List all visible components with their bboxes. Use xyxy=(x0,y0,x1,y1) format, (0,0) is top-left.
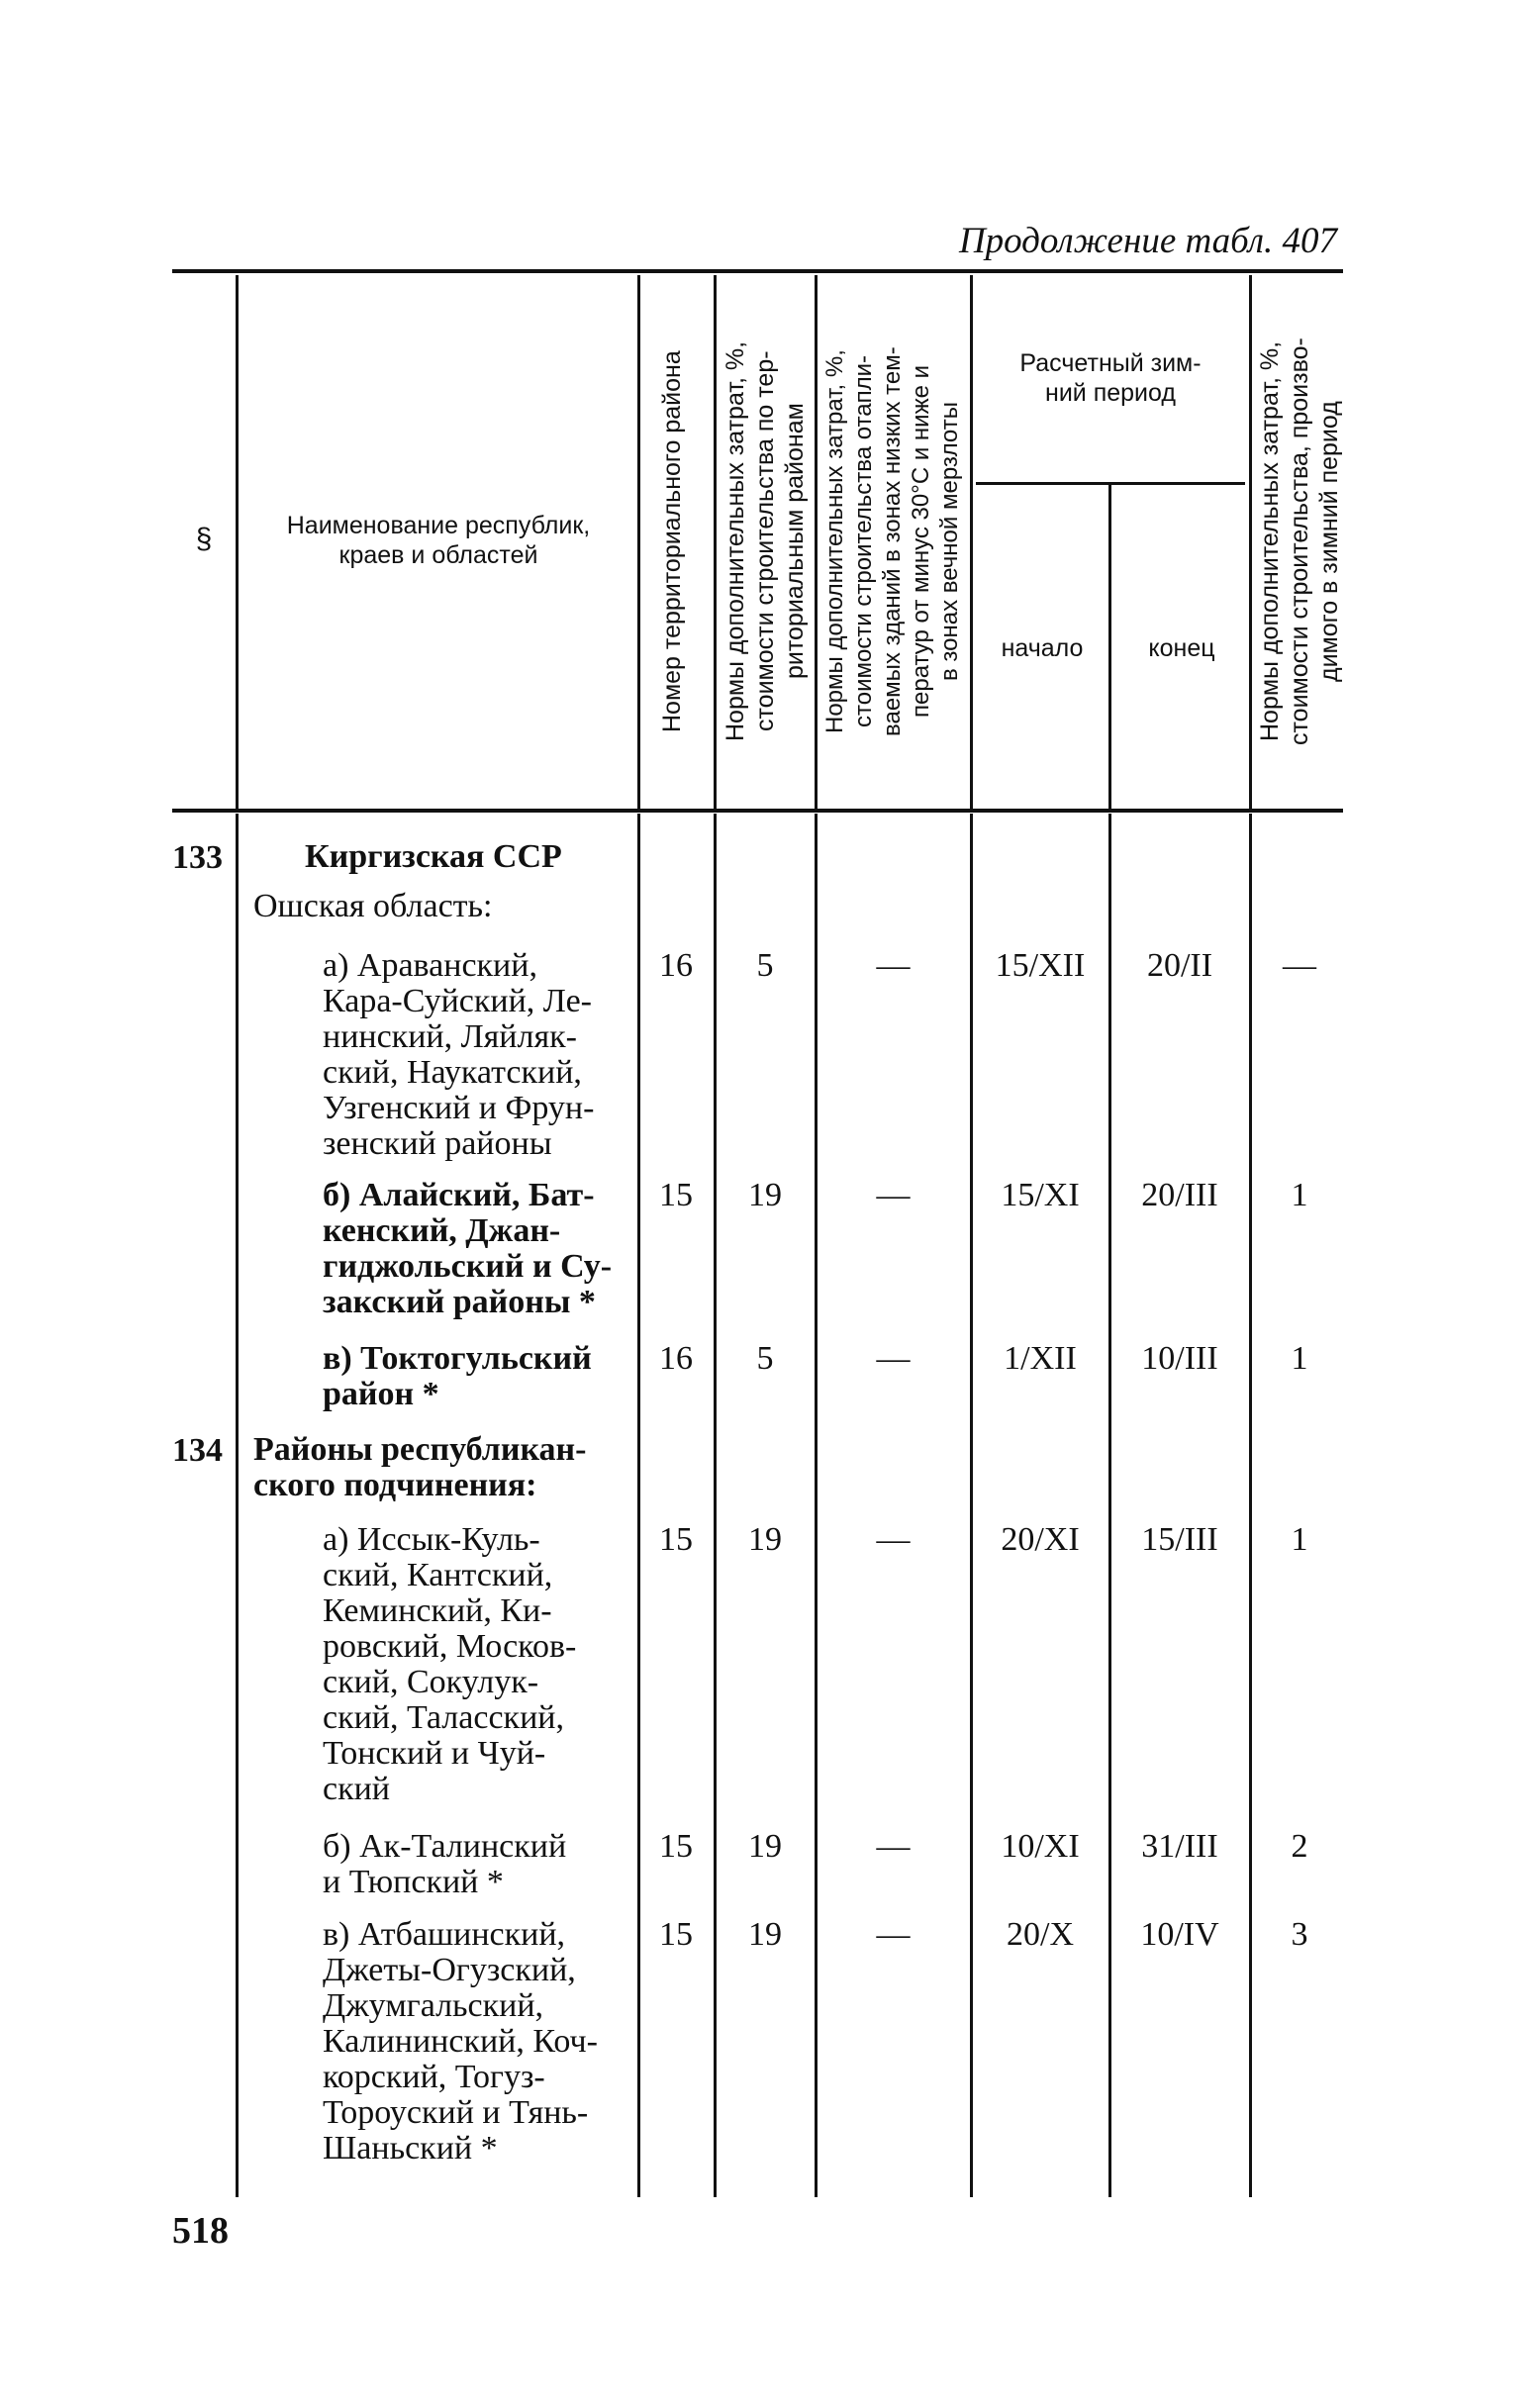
cell-start: 1/XII xyxy=(1004,1340,1077,1377)
header-norms-territorial: Нормы дополнительных затрат, %, стоимости строительства по тер- риториальным районам xyxy=(722,340,809,742)
col-divider-1 xyxy=(236,275,239,811)
body-divider-1 xyxy=(236,814,239,2197)
section-number: 133 xyxy=(172,839,223,876)
cell-end: 15/III xyxy=(1141,1521,1218,1558)
body-divider-6 xyxy=(1108,814,1111,2197)
cell-winter: 1 xyxy=(1291,1177,1308,1213)
page-number: 518 xyxy=(172,2210,229,2252)
table-row-name: в) Атбашинский, Джеты-Огузский, Джумгальский, Калининский, Коч- корский, Тогуз- Тороуский и Тянь- Шаньский * xyxy=(323,1916,598,2167)
header-section: § xyxy=(195,523,213,555)
cell-start: 20/X xyxy=(1007,1916,1074,1953)
section-title: Киргизская ССР xyxy=(305,838,562,875)
cell-start: 15/XI xyxy=(1001,1177,1080,1213)
cell-zone: 16 xyxy=(659,1340,693,1377)
cell-start: 10/XI xyxy=(1001,1828,1080,1865)
cell-terr: 5 xyxy=(756,1340,774,1377)
cell-zone: 15 xyxy=(659,1828,693,1865)
cell-winter: 1 xyxy=(1291,1521,1308,1558)
body-divider-5 xyxy=(970,814,973,2197)
cell-winter: 1 xyxy=(1291,1340,1308,1377)
cell-terr: 19 xyxy=(748,1521,782,1558)
body-divider-4 xyxy=(815,814,818,2197)
top-rule xyxy=(172,269,1343,273)
cell-zone: 16 xyxy=(659,947,693,984)
header-end: конец xyxy=(1148,634,1215,662)
subhead: Ошская область: xyxy=(253,888,493,924)
cell-start: 15/XII xyxy=(995,947,1086,984)
table-caption: Продолжение табл. 407 xyxy=(958,221,1337,261)
col-divider-2 xyxy=(637,275,640,811)
header-zone-number: Номер территориального района xyxy=(658,350,686,732)
cell-heated: — xyxy=(876,1177,911,1213)
section-number: 134 xyxy=(172,1432,223,1469)
body-divider-2 xyxy=(637,814,640,2197)
cell-zone: 15 xyxy=(659,1177,693,1213)
col-divider-7 xyxy=(1249,275,1252,811)
header-name: Наименование республик, краев и областей xyxy=(286,512,591,569)
table-row-name: б) Ак-Талинский и Тюпский * xyxy=(323,1828,567,1900)
cell-end: 10/III xyxy=(1141,1340,1218,1377)
cell-end: 31/III xyxy=(1141,1828,1218,1865)
body-divider-7 xyxy=(1249,814,1252,2197)
cell-end: 10/IV xyxy=(1140,1916,1219,1953)
cell-winter: — xyxy=(1283,947,1316,984)
cell-heated: — xyxy=(876,1916,911,1953)
col-divider-6 xyxy=(1108,485,1111,811)
body-divider-3 xyxy=(714,814,717,2197)
cell-terr: 5 xyxy=(756,947,774,984)
cell-heated: — xyxy=(876,1828,911,1865)
cell-winter: 3 xyxy=(1291,1916,1308,1953)
cell-terr: 19 xyxy=(748,1177,782,1213)
header-bottom-rule xyxy=(172,809,1343,813)
section-title: Районы республикан- ского подчинения: xyxy=(253,1431,587,1503)
header-start: начало xyxy=(1001,634,1084,662)
cell-zone: 15 xyxy=(659,1916,693,1953)
col-divider-5 xyxy=(970,275,973,811)
cell-zone: 15 xyxy=(659,1521,693,1558)
col-divider-3 xyxy=(714,275,717,811)
cell-end: 20/II xyxy=(1146,947,1213,984)
header-norms-heated: Нормы дополнительных затрат, %, стоимости строительства отапли- ваемых зданий в зонах низких тем- ператур от минус 30°С и ниже и в зонах вечной мерзлоты xyxy=(821,346,963,736)
cell-terr: 19 xyxy=(748,1916,782,1953)
cell-heated: — xyxy=(876,1521,911,1558)
cell-winter: 2 xyxy=(1291,1828,1308,1865)
cell-start: 20/XI xyxy=(1001,1521,1080,1558)
table-row-name: в) Токтогульский район * xyxy=(323,1340,592,1412)
table-row-name: а) Араванский, Кара-Суйский, Ле- нинский, Ляйляк- ский, Наукатский, Узгенский и Фрун- зенский районы xyxy=(323,947,595,1162)
cell-heated: — xyxy=(876,947,911,984)
cell-terr: 19 xyxy=(748,1828,782,1865)
table-row-name: б) Алайский, Бат- кенский, Джан- гиджольский и Су- закский районы * xyxy=(323,1177,613,1320)
table-row-name: а) Иссык-Куль- ский, Кантский, Кеминский, Ки- ровский, Москов- ский, Сокулук- ский, Таласский, Тонский и Чуй- ский xyxy=(323,1521,577,1807)
header-norms-winter: Нормы дополнительных затрат, %, стоимости строительства, произво- димого в зимний период xyxy=(1256,337,1343,745)
header-winter-period: Расчетный зим- ний период xyxy=(1019,349,1202,407)
cell-end: 20/III xyxy=(1141,1177,1218,1213)
cell-heated: — xyxy=(876,1340,911,1377)
col-divider-4 xyxy=(815,275,818,811)
